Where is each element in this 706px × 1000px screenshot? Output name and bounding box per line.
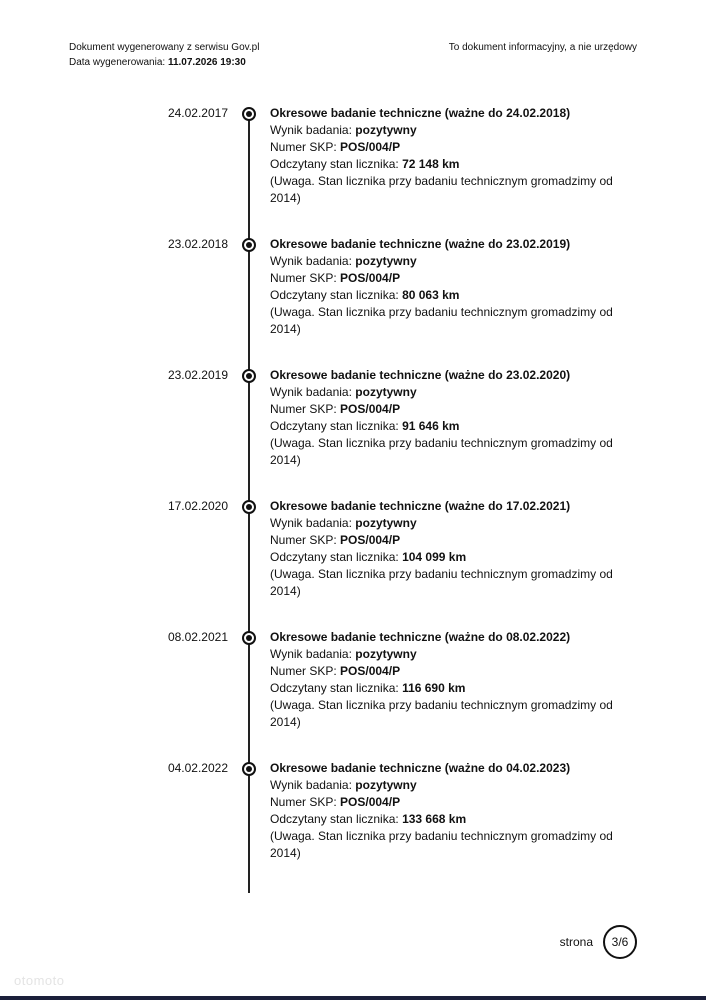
entry-result: Wynik badania: pozytywny <box>270 385 417 399</box>
entry-odometer: Odczytany stan licznika: 91 646 km <box>270 419 460 433</box>
page-number: 3/6 <box>603 925 637 959</box>
entry-note: (Uwaga. Stan licznika przy badaniu technicznym gromadzimy od 2014) <box>270 174 613 205</box>
entry-odometer: Odczytany stan licznika: 80 063 km <box>270 288 460 302</box>
entry-title: Okresowe badanie techniczne (ważne do 17.02.2021) <box>270 499 571 513</box>
timeline-node-icon <box>242 500 256 514</box>
entry-result: Wynik badania: pozytywny <box>270 778 417 792</box>
entry-note: (Uwaga. Stan licznika przy badaniu technicznym gromadzimy od 2014) <box>270 436 613 467</box>
timeline-node-icon <box>242 107 256 121</box>
entry-details <box>270 498 615 600</box>
timeline-node-icon <box>242 631 256 645</box>
entry-odometer: Odczytany stan licznika: 116 690 km <box>270 681 466 695</box>
watermark: otomoto <box>14 973 65 988</box>
entry-skp: Numer SKP: POS/004/P <box>270 795 401 809</box>
entry-date: 23.02.2019 <box>167 368 228 382</box>
entry-date: 23.02.2018 <box>167 237 228 251</box>
entry-note: (Uwaga. Stan licznika przy badaniu technicznym gromadzimy od 2014) <box>270 305 613 336</box>
page-footer <box>560 925 637 959</box>
entry-result: Wynik badania: pozytywny <box>270 516 417 530</box>
entry-title: Okresowe badanie techniczne (ważne do 23.02.2019) <box>270 237 571 251</box>
generated-label: Data wygenerowania: <box>69 57 168 68</box>
entry-result: Wynik badania: pozytywny <box>270 647 417 661</box>
entry-odometer: Odczytany stan licznika: 72 148 km <box>270 157 460 171</box>
entry-title: Okresowe badanie techniczne (ważne do 08.02.2022) <box>270 630 571 644</box>
entry-skp: Numer SKP: POS/004/P <box>270 664 401 678</box>
entry-title: Okresowe badanie techniczne (ważne do 04.02.2023) <box>270 761 571 775</box>
entry-details <box>270 760 615 862</box>
entry-skp: Numer SKP: POS/004/P <box>270 402 401 416</box>
entry-result: Wynik badania: pozytywny <box>270 123 417 137</box>
entry-result: Wynik badania: pozytywny <box>270 254 417 268</box>
entry-skp: Numer SKP: POS/004/P <box>270 533 401 547</box>
entry-title: Okresowe badanie techniczne (ważne do 24.02.2018) <box>270 106 571 120</box>
generated-date-line <box>69 55 259 70</box>
entry-date: 24.02.2017 <box>167 106 228 120</box>
timeline-node-icon <box>242 369 256 383</box>
timeline-node-icon <box>242 238 256 252</box>
entry-details <box>270 629 615 731</box>
entry-date: 17.02.2020 <box>167 499 228 513</box>
entry-odometer: Odczytany stan licznika: 133 668 km <box>270 812 467 826</box>
entry-title: Okresowe badanie techniczne (ważne do 23.02.2020) <box>270 368 571 382</box>
entry-details <box>270 367 615 469</box>
document-disclaimer: To dokument informacyjny, a nie urzędowy <box>448 42 637 53</box>
timeline-node-icon <box>242 762 256 776</box>
entry-note: (Uwaga. Stan licznika przy badaniu technicznym gromadzimy od 2014) <box>270 829 613 860</box>
entry-date: 08.02.2021 <box>167 630 228 644</box>
source-label: Dokument wygenerowany z serwisu Gov.pl <box>69 42 260 53</box>
entry-note: (Uwaga. Stan licznika przy badaniu technicznym gromadzimy od 2014) <box>270 698 613 729</box>
bottom-bar <box>0 996 706 1000</box>
entry-skp: Numer SKP: POS/004/P <box>270 271 401 285</box>
entry-details <box>270 105 615 207</box>
entry-date: 04.02.2022 <box>167 761 228 775</box>
page-label: strona <box>559 935 593 949</box>
entry-odometer: Odczytany stan licznika: 104 099 km <box>270 550 467 564</box>
entry-note: (Uwaga. Stan licznika przy badaniu technicznym gromadzimy od 2014) <box>270 567 613 598</box>
generated-value: 11.07.2026 19:30 <box>167 57 246 68</box>
entry-details <box>270 236 615 338</box>
entry-skp: Numer SKP: POS/004/P <box>270 140 401 154</box>
document-header-source <box>69 40 259 70</box>
